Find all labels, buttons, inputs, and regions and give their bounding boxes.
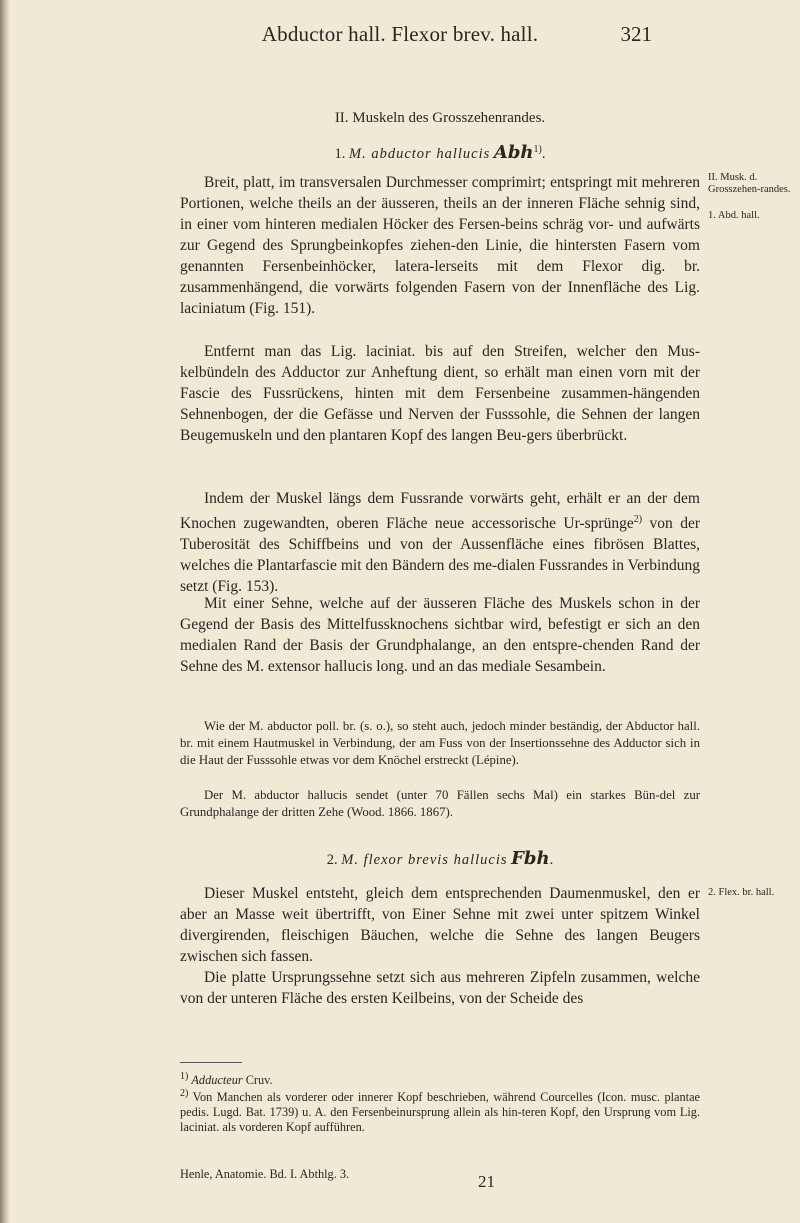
muscle-abbreviation: Fbh — [511, 848, 550, 869]
small-print-variation-1: Wie der M. abductor poll. br. (s. o.), so steht auch, jedoch minder beständig, der Abductor hall. br. mit einem Hautmuskel in Verbindung, der am Fuss von der Insertionssehne des Adductor sich in die Haut der Fusssohle etwas vor dem Knöchel erstreckt (Lépine). — [180, 719, 700, 767]
heading-period: . — [541, 146, 546, 162]
muscle-name: M. abductor hallucis — [349, 146, 491, 162]
footnote-text: Von Manchen als vorderer oder innerer Kopf beschrieben, während Courcelles (Icon. musc. plantae pedis. Lugd. Bat. 1739) u. A. den Fersenbeinursprung allein als hin-teren Kopf, den Ursprung vom Lig. laciniat. als vorderen Kopf aufführen. — [180, 1090, 700, 1135]
page-header — [0, 22, 800, 52]
margin-note-section: II. Musk. d. Grosszehen-randes. — [708, 172, 791, 195]
footnote-number: 2) — [180, 1088, 189, 1099]
footnote-marker: 2) — [633, 514, 643, 525]
small-print-variation-2: Der M. abductor hallucis sendet (unter 70 Fällen sechs Mal) ein starkes Bün-del zur Grundphalange der dritten Zehe (Wood. 1866. 1867). — [180, 788, 700, 819]
paragraph-insertion: Mit einer Sehne, welche auf der äusseren Fläche des Muskels schon in der Gegend der Basis des Mittelfussknochens sichtbar wird, befestigt er sich an den medialen Rand der Basis der Grundphalange, an den entspre-chenden Rand der Sehne des M. extensor hallucis long. und an das mediale Sesambein. — [180, 595, 700, 675]
margin-note-abductor: 1. Abd. hall. — [708, 210, 760, 221]
muscle-name: M. flexor brevis hallucis — [341, 852, 508, 868]
paragraph-origin: Breit, platt, im transversalen Durchmesser comprimirt; entspringt mit mehreren Portionen, welche theils an der äusseren, theils an der inneren Fläche sehnig sind, in einer vom hinteren medialen Höcker des Fersen-beins schräg vor- und aufwärts zur Gegend des Sprungbeinkopfes ziehen-den Linie, die hintersten Fasern vom genannten Fersenbeinhöcker, latera-lerseits mit dem Flexor dig. br. zusammenhängend, die vorwärts folgenden Fasern von der Innenfläche des Lig. laciniatum (Fig. 151). — [180, 174, 700, 317]
paragraph-text: von der Tuberosität des Schiffbeins und von der Aussenfläche eines fibrösen Blattes, welches die Plantarfascie mit den Bändern des me-dialen Fussrandes in Verbindung setzt (Fig. 153). — [180, 515, 700, 596]
paragraph-accessory-origins — [180, 488, 700, 597]
margin-note-flexor: 2. Flex. br. hall. — [708, 887, 775, 898]
page-edge-shadow — [0, 0, 10, 1223]
muscle-abbreviation: Abh — [493, 142, 534, 163]
paragraph-ligament: Entfernt man das Lig. laciniat. bis auf den Streifen, welcher den Mus-kelbündeln des Adductor zur Anheftung dient, so erhält man einen vorn mit der Fascie des Fussrückens, hinten mit dem Fersenbeine zusammen-hängenden Sehnenbogen, der die Gefässe und Nerven der Fusssohle, die Sehnen der langen Beugemuskeln und den plantaren Kopf des langen Beu-gers überbrückt. — [180, 343, 700, 444]
footnote-term: Adducteur — [191, 1073, 243, 1088]
footnote-text: Cruv. — [242, 1073, 273, 1088]
muscle-heading-abductor — [180, 142, 700, 163]
sheet-number: 21 — [478, 1172, 495, 1191]
muscle-heading-flexor — [180, 848, 700, 869]
footnote-number: 1) — [180, 1071, 189, 1082]
heading-period: . — [549, 852, 554, 868]
page-number: 321 — [620, 22, 652, 46]
muscle-number: 2. — [326, 852, 338, 868]
print-signature: Henle, Anatomie. Bd. I. Abthlg. 3. — [180, 1167, 350, 1181]
paragraph-flexor-tendon: Die platte Ursprungssehne setzt sich aus mehreren Zipfeln zusammen, welche von der unteren Fläche des ersten Keilbeins, von der Scheide des — [180, 969, 700, 1007]
running-title: Abductor hall. Flexor brev. hall. — [261, 22, 539, 46]
paragraph-flexor-origin: Dieser Muskel entsteht, gleich dem entsprechenden Daumenmuskel, den er aber an Masse weit übertrifft, von Einer Sehne mit zwei unter spitzem Winkel divergirenden, fleischigen Bäuchen, welche die Sehne des langen Beugers zwischen sich fassen. — [180, 885, 700, 965]
footnote-marker: 1) — [533, 144, 542, 156]
paragraph-text: Indem der Muskel längs dem Fussrande vorwärts geht, erhält er an der dem Knochen zugewandten, oberen Fläche neue accessorische Ur-sprünge — [180, 490, 700, 533]
footnote-rule — [180, 1062, 242, 1063]
footnote-2 — [180, 1086, 700, 1135]
muscle-number: 1. — [334, 146, 346, 162]
section-title: II. Muskeln des Grosszehenrandes. — [334, 110, 546, 126]
